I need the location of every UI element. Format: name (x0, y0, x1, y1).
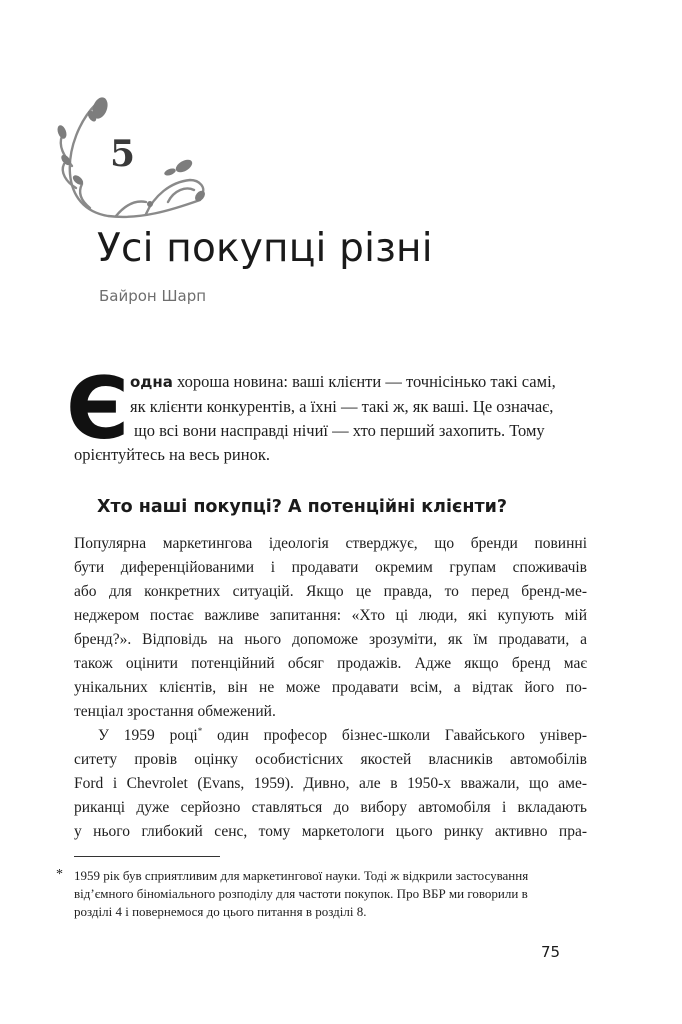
intro-first-word: одна (130, 373, 173, 391)
intro-line-2: як клієнти конкурентів, а їхні — такі ж, як ваші. Це означає, (130, 397, 554, 416)
footnote-line: від’ємного біноміального розподілу для частоти покупок. Про ВБР ми говорили в (74, 886, 528, 901)
body-line: риканці дуже серйозно ставляться до вибору автомобіля і вкладають (74, 799, 587, 816)
body-line: Популярна маркетингова ідеологія стверджує, що бренди повинні (74, 535, 587, 552)
body-line: або для конкретних ситуацій. Якщо це правда, то перед бренд-ме- (74, 583, 587, 600)
intro-line-1: одна хороша новина: ваші клієнти — точнісінько такі самі, (130, 372, 556, 391)
drop-cap: Є (66, 359, 130, 459)
body-line: бути диференційованими і продавати окремим групам споживачів (74, 559, 587, 576)
chapter-title: Усі покупці різні (97, 226, 433, 271)
body-line: бренд?». Відповідь на нього допоможе зрозуміти, як їм продавати, а (74, 631, 587, 648)
body-line: у нього глибокий сенс, тому маркетологи цього ринку активно пра- (74, 823, 587, 840)
intro-line-4: орієнтуйтесь на весь ринок. (74, 445, 270, 464)
chapter-author: Байрон Шарп (99, 287, 207, 305)
body-line: унікальних клієнтів, він не може продавати всім, а відтак його по- (74, 679, 587, 696)
body-line-with-footnote-ref: У 1959 році* один професор бізнес-школи Гавайського універ- (98, 725, 588, 744)
page-number: 75 (541, 943, 561, 961)
footnote-line: розділі 4 і повернемося до цього питання в розділі 8. (74, 904, 367, 919)
intro-line-3: що всі вони насправді нічиї — хто перший захопить. Тому (134, 421, 545, 440)
footnote-line: 1959 рік був сприятливим для маркетингової науки. Тоді ж відкрили застосування (74, 868, 529, 883)
body-line: також оцінити потенційний обсяг продажів. Адже якщо бренд має (74, 655, 587, 672)
body-line: Ford і Chevrolet (Evans, 1959). Дивно, але в 1950-х вважали, що аме- (74, 775, 587, 792)
body-line: ситету провів оцінку особистісних якостей власників автомобілів (74, 751, 587, 768)
chapter-number: 5 (110, 133, 136, 175)
section-heading: Хто наші покупці? А потенційні клієнти? (97, 497, 508, 517)
footnote-reference[interactable]: * (197, 725, 203, 736)
footnote-divider (74, 856, 220, 857)
body-line: тенціал зростання обмежений. (74, 703, 276, 720)
footnote-mark: * (56, 867, 63, 882)
body-line: неджером постає важливе запитання: «Хто ці люди, які купують мій (74, 607, 587, 624)
